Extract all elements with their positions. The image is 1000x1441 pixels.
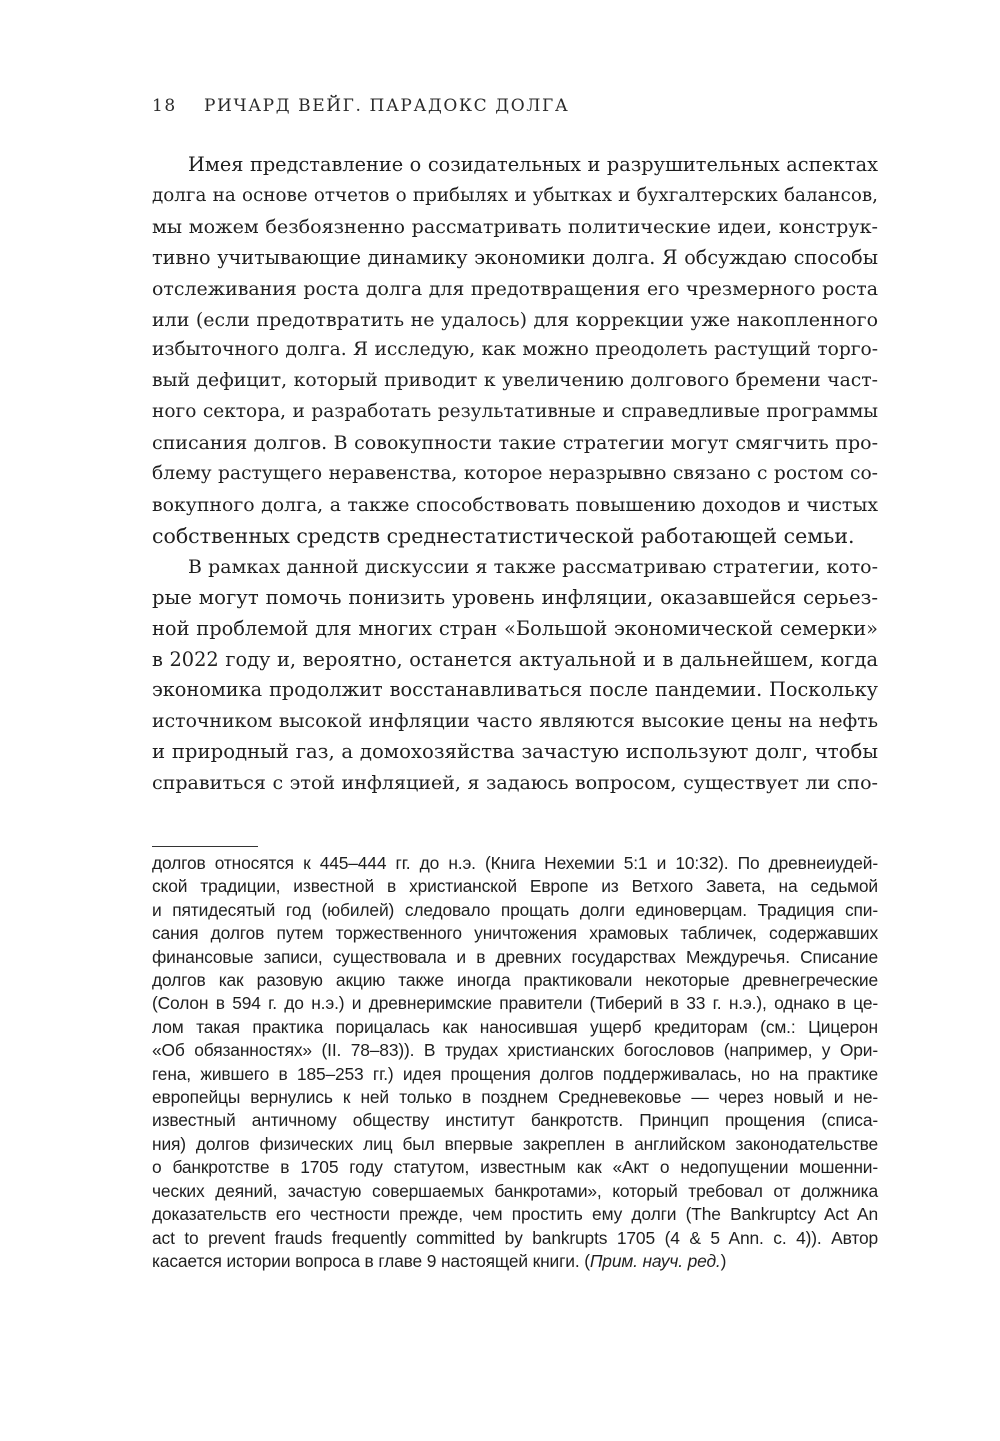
footnote-line: долгов как разовую акцию также иногда практиковали некоторые древнегреческие xyxy=(152,970,878,991)
text-line: и природный газ, а домохозяйства зачастую используют долг, чтобы xyxy=(152,740,878,764)
footnote-line: act to prevent frauds frequently committed by bankrupts 1705 (4 & 5 Ann. c. 4)). Автор xyxy=(152,1227,878,1248)
footnote-line: «Об обязанностях» (II. 78–83)). В трудах христианских богословов (например, у Ори- xyxy=(152,1040,878,1061)
page-number: 18 xyxy=(152,96,177,116)
text-line: вокупного долга, а также способствовать повышению доходов и чистых xyxy=(152,493,878,516)
text-line: источником высокой инфляции часто являются высокие цены на нефть xyxy=(152,710,878,733)
text-line: избыточного долга. Я исследую, как можно преодолеть растущий торго- xyxy=(152,339,878,361)
footnote-line: европейцы вернулись к ней только в позднем Средневековье — через новый и не- xyxy=(152,1087,878,1108)
footnote-line: доказательств его честности прежде, чем простить ему долги (The Bankruptcy Act An xyxy=(152,1204,878,1225)
text-line: рые могут помочь понизить уровень инфляции, оказавшейся серьез- xyxy=(152,585,878,609)
text-line: Имея представление о созидательных и разрушительных аспектах xyxy=(188,153,878,176)
running-head xyxy=(152,96,569,116)
text-line: или (если предотвратить не удалось) для коррекции уже накопленного xyxy=(152,308,878,331)
text-line: в 2022 году и, вероятно, останется актуальной и в дальнейшем, когда xyxy=(152,647,878,671)
footnote-line: долгов относятся к 445–444 гг. до н.э. (Книга Нехемии 5:1 и 10:32). По древнеиудей- xyxy=(152,853,878,873)
text-line: справиться с этой инфляцией, я задаюсь вопросом, существует ли спо- xyxy=(152,772,878,795)
footnote-line: (Солон в 594 г. до н.э.) и древнеримские правители (Тиберий в 33 г. н.э.), однако в це- xyxy=(152,993,878,1014)
text-line: долга на основе отчетов о прибылях и убытках и бухгалтерских балансов, xyxy=(152,184,878,206)
text-line: ной проблемой для многих стран «Большой экономической семерки» xyxy=(152,616,878,640)
footnote-line: финансовые записи, существовала и в древних государствах Междуречья. Списание xyxy=(152,946,878,967)
footnote-line: ния) долгов физических лиц был впервые закреплен в английском законодательстве xyxy=(152,1133,878,1154)
text-line: блему растущего неравенства, которое неразрывно связано с ростом со- xyxy=(152,463,878,485)
footnote-line: лом такая практика порицалась как наносившая ущерб кредиторам (см.: Цицерон xyxy=(152,1016,878,1037)
text-line: экономика продолжит восстанавливаться после пандемии. Поскольку xyxy=(152,678,878,702)
footnote-last-text: касается истории вопроса в главе 9 настоящей книги. ( xyxy=(152,1250,590,1271)
running-title: РИЧАРД ВЕЙГ. ПАРАДОКС ДОЛГА xyxy=(204,96,570,116)
editor-note: Прим. науч. ред. xyxy=(589,1250,721,1271)
footnote-line: о банкротстве в 1705 году статутом, известным как «Акт о недопущении мошенни- xyxy=(152,1157,878,1178)
main-text xyxy=(152,150,878,799)
footnote-line: сания долгов путем торжественного уничтожения храмовых табличек, содержавших xyxy=(152,923,878,944)
text-line: мы можем безбоязненно рассматривать политические идеи, конструк- xyxy=(152,215,878,238)
footnote-line: известный античному обществу институт банкротств. Принцип прощения (списа- xyxy=(152,1110,878,1131)
footnote-close-paren: ) xyxy=(720,1250,727,1271)
text-line: тивно учитывающие динамику экономики долга. Я обсуждаю способы xyxy=(152,245,878,269)
text-line: собственных средств среднестатистической работающей семьи. xyxy=(152,523,855,548)
footnote-line: гена, жившего в 185–253 гг.) идея прощения долгов поддерживалась, но на практике xyxy=(152,1063,878,1084)
footnote-last-line xyxy=(152,1250,878,1273)
footnote-line: ческих деяний, зачастую совершаемых банкротами», который требовал от должника xyxy=(152,1180,878,1201)
footnote xyxy=(152,852,878,1273)
text-line: списания долгов. В совокупности такие стратегии могут смягчить про- xyxy=(152,432,878,455)
footnote-divider xyxy=(152,846,258,847)
text-line: В рамках данной дискуссии я также рассматриваю стратегии, кото- xyxy=(188,555,878,578)
text-line: ного сектора, и разработать результативные и справедливые программы xyxy=(152,401,878,423)
text-line: вый дефицит, который приводит к увеличению долгового бремени част- xyxy=(152,370,878,392)
footnote-line: и пятидесятый год (юбилей) следовало прощать долги единоверцам. Традиция спи- xyxy=(152,899,878,920)
footnote-line: ской традиции, известной в христианской Европе из Ветхого Завета, на седьмой xyxy=(152,876,878,897)
text-line: отслеживания роста долга для предотвращения его чрезмерного роста xyxy=(152,277,878,300)
